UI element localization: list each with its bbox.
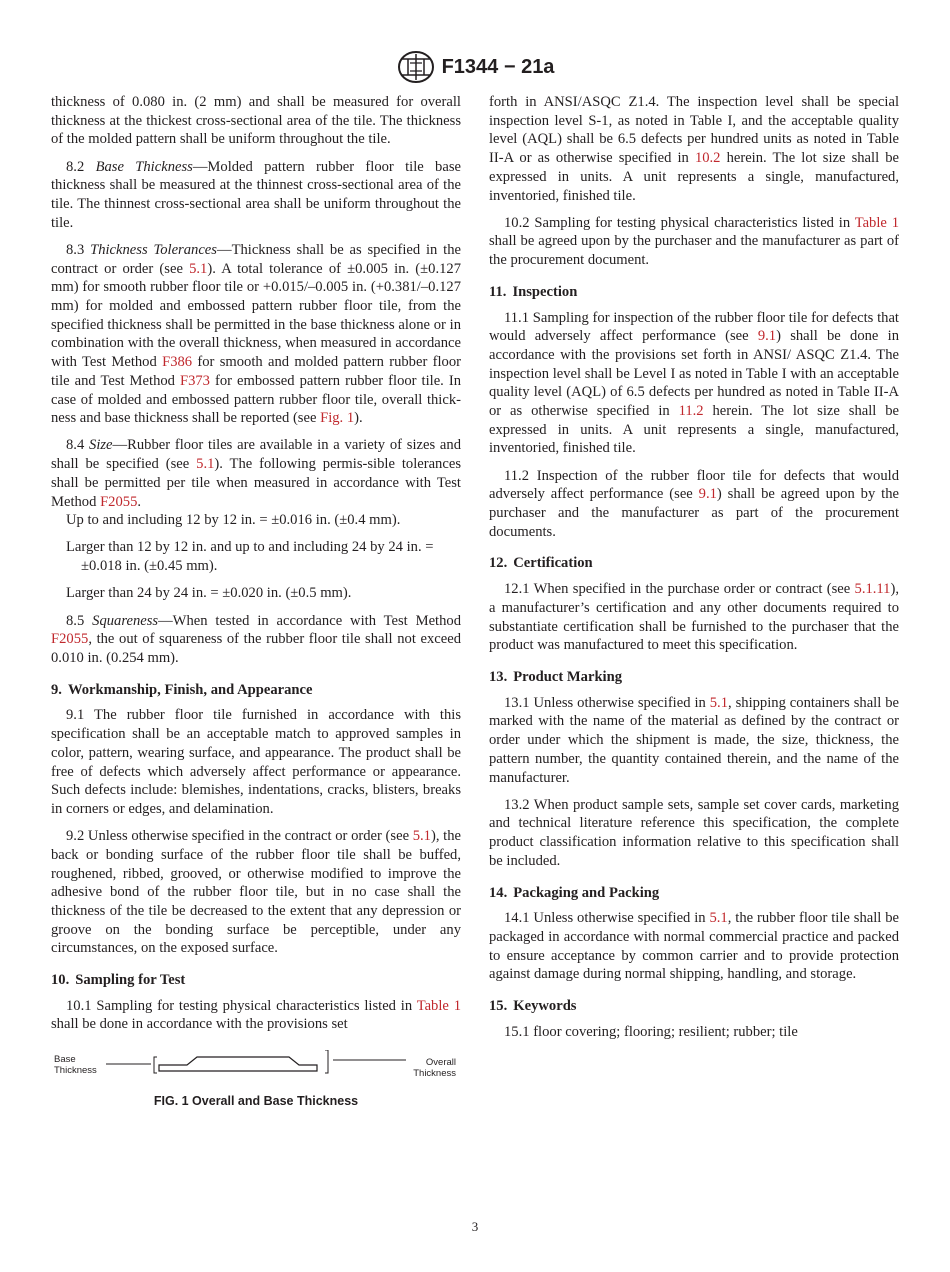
heading-section-10: 10. Sampling for Test (51, 972, 186, 989)
thickness-diagram (51, 1050, 461, 1090)
ref-link[interactable]: 5.1 (189, 260, 208, 277)
heading-section-15: 15. Keywords (489, 998, 577, 1015)
section-8-2: 8.2 Base Thickness—Molded pattern rubber floor tile base thickness shall be measured at the thinnest cross-sectional area of the tile. The thinnest cross-sectional area shall be uniform throughout the tile. (51, 158, 461, 231)
tolerance-item: Up to and including 12 by 12 in. = ±0.016 in. (±0.4 mm). (66, 512, 401, 529)
page-header (0, 50, 950, 84)
label-base: Base (54, 1054, 76, 1066)
ref-link[interactable]: Table 1 (416, 997, 461, 1014)
right-column (489, 93, 899, 1050)
tolerance-item: Larger than 24 by 24 in. = ±0.020 in. (±0.5 mm). (66, 585, 352, 602)
ref-link[interactable]: 11.2 (678, 403, 704, 420)
ref-link[interactable]: 5.1.11 (854, 581, 891, 598)
section-11-1: 11.1 Sampling for inspection of the rubber floor tile for defects that would adversely affect performance (see 9.1) shall be done in accordance with the provisions set forth in ANSI/ ASQC Z1.4. The inspection level shall be Level I as noted in Table I with an acceptable quality level (AQL) of 6.5 defects per hundred as noted in Table II-A or as otherwise specified in 11.2 herein. The lot size shall be expressed in units. A unit represents a single, manufactured, inventoried, finished tile. (489, 309, 900, 457)
tile-profile (159, 1057, 317, 1071)
tolerance-item: Larger than 12 by 12 in. and up to and including 24 by 24 in. = ±0.018 in. (±0.45 mm). (66, 539, 434, 575)
astm-logo-icon (396, 50, 436, 84)
section-10-1-continued: forth in ANSI/ASQC Z1.4. The inspection level shall be special inspection level S-1, as noted in Table I, and the acceptable quality level (AQL) shall be 6.5 defects per hundred units as noted in Table II-A or as otherwise specified in 10.2 herein. The lot size shall be expressed in units. A unit represents a single, manufactured, inventoried, finished tile. (489, 94, 899, 204)
label-base-2: Thickness (54, 1065, 97, 1077)
section-8-5: 8.5 Squareness—When tested in accordance with Test Method F2055, the out of squareness of the rubber floor tile shall not exceed 0.010 in. (0.254 mm). (51, 612, 461, 666)
base-bracket (154, 1057, 157, 1073)
page-number: 3 (471, 1219, 479, 1234)
section-13-2: 13.2 When product sample sets, sample set cover cards, marketing and technical literature reference this specification, the complete product classification information relative to this specification shall be included. (489, 796, 899, 869)
ref-link[interactable]: F373 (179, 372, 210, 389)
overall-bracket (325, 1050, 328, 1073)
paragraph-8-1-continued: thickness of 0.080 in. (2 mm) and shall be measured for overall thickness at the thickest cross-sectional area of the tile. The thickness of the molded pattern shall be uniform throughout the tile. (51, 94, 461, 148)
heading-section-9: 9. Workmanship, Finish, and Appearance (51, 681, 313, 698)
figure-1 (51, 1050, 461, 1110)
ref-link[interactable]: F2055 (51, 631, 89, 648)
left-column (51, 93, 461, 1110)
ref-link[interactable]: 5.1 (196, 456, 215, 473)
section-8-4: 8.4 Size—Rubber floor tiles are available in a variety of sizes and shall be specified (see 5.1). The following permis-sible tolerances shall be permitted per tile when measured in accordance with Test Method F2055. (51, 437, 461, 510)
section-11-2: 11.2 Inspection of the rubber floor tile for defects that would adversely affect performance (see 9.1) shall be agreed upon by the purchaser and the manufacturer as part of the procurement documents. (489, 467, 899, 540)
label-overall-2: Thickness (413, 1068, 456, 1080)
ref-link[interactable]: 9.1 (698, 486, 717, 503)
ref-link[interactable]: 5.1 (709, 694, 728, 711)
ref-link[interactable]: 5.1 (709, 910, 728, 927)
section-8-3: 8.3 Thickness Tolerances—Thickness shall be as specified in the contract or order (see 5.1). A total tolerance of ±0.005 in. (±0.127 mm) for smooth rubber floor tile or +0.015/–0.005 in. (+0.381/–0.127 mm) for molded and embossed pattern rubber floor tile, from the specified thickness shall be permitted in the base thickness alone or in combination with the overall thickness, when measured in accordance with Test Method F386 for smooth and molded pattern rubber floor tile and Test Method F373 for embossed pattern rubber floor tile. In case of molded and embossed pattern rubber floor tile, overall thick-ness and base thickness shall be reported (see Fig. 1). (51, 241, 462, 427)
ref-link[interactable]: F2055 (100, 493, 138, 510)
section-10-1: 10.1 Sampling for testing physical characteristics listed in Table 1 shall be done in accordance with the provisions set (51, 997, 461, 1033)
section-14-1: 14.1 Unless otherwise specified in 5.1, the rubber floor tile shall be packaged in accordance with normal commercial practice and packed to ensure acceptance by common carrier and to provide protection against damage during normal shipping, handling, and storage. (489, 910, 899, 983)
section-12-1: 12.1 When specified in the purchase order or contract (see 5.1.11), a manufacturer’s certification and any other documents required to substantiate certification shall be furnished to the purchaser that the product was manufactured to meet this specification. (489, 581, 899, 654)
heading-section-11: 11. Inspection (489, 283, 578, 300)
heading-section-12: 12. Certification (489, 555, 593, 572)
ref-link[interactable]: Fig. 1 (320, 410, 355, 427)
section-13-1: 13.1 Unless otherwise specified in 5.1, shipping containers shall be marked with the name of the material as defined by the contract or order under which the shipment is made, the size, thickness, the pattern number, the quantity contained therein, and the name of the manufacturer. (489, 694, 899, 786)
section-10-2: 10.2 Sampling for testing physical characteristics listed in Table 1 shall be agreed upon by the purchaser and the manufacturer as part of the procurement document. (489, 214, 899, 269)
ref-link[interactable]: Table 1 (854, 214, 899, 231)
heading-section-14: 14. Packaging and Packing (489, 884, 660, 901)
label-overall: Overall (425, 1057, 456, 1069)
heading-section-13: 13. Product Marking (489, 668, 623, 685)
ref-link[interactable]: 5.1 (412, 828, 431, 845)
document-id: F1344 − 21a (441, 55, 555, 78)
section-9-2: 9.2 Unless otherwise specified in the contract or order (see 5.1), the back or bonding surface of the rubber floor tile shall be buffed, roughened, ribbed, grooved, or otherwise modified to improve the adhesive bond of the rubber floor tile, but in no case shall the thickness of the tile be decreased to the extent that any depression or groove on the bonding surface be perceptible, under any circumstances, on the exposed surface. (51, 828, 461, 957)
ref-link[interactable]: 10.2 (694, 150, 721, 167)
section-9-1: 9.1 The rubber floor tile furnished in accordance with this specification shall be an acceptable match to approved samples in color, pattern, wearing surface, and appearance. The product shall be free of defects which adversely affect performance or appearance. Such defects include: blemishes, indentations, cracks, blisters, breaks in corners or edges, and delamination. (51, 707, 461, 817)
ref-link[interactable]: F386 (162, 354, 193, 371)
section-15-1: 15.1 floor covering; flooring; resilient; rubber; tile (504, 1023, 798, 1040)
ref-link[interactable]: 9.1 (757, 328, 777, 345)
figure-caption: FIG. 1 Overall and Base Thickness (153, 1094, 359, 1109)
